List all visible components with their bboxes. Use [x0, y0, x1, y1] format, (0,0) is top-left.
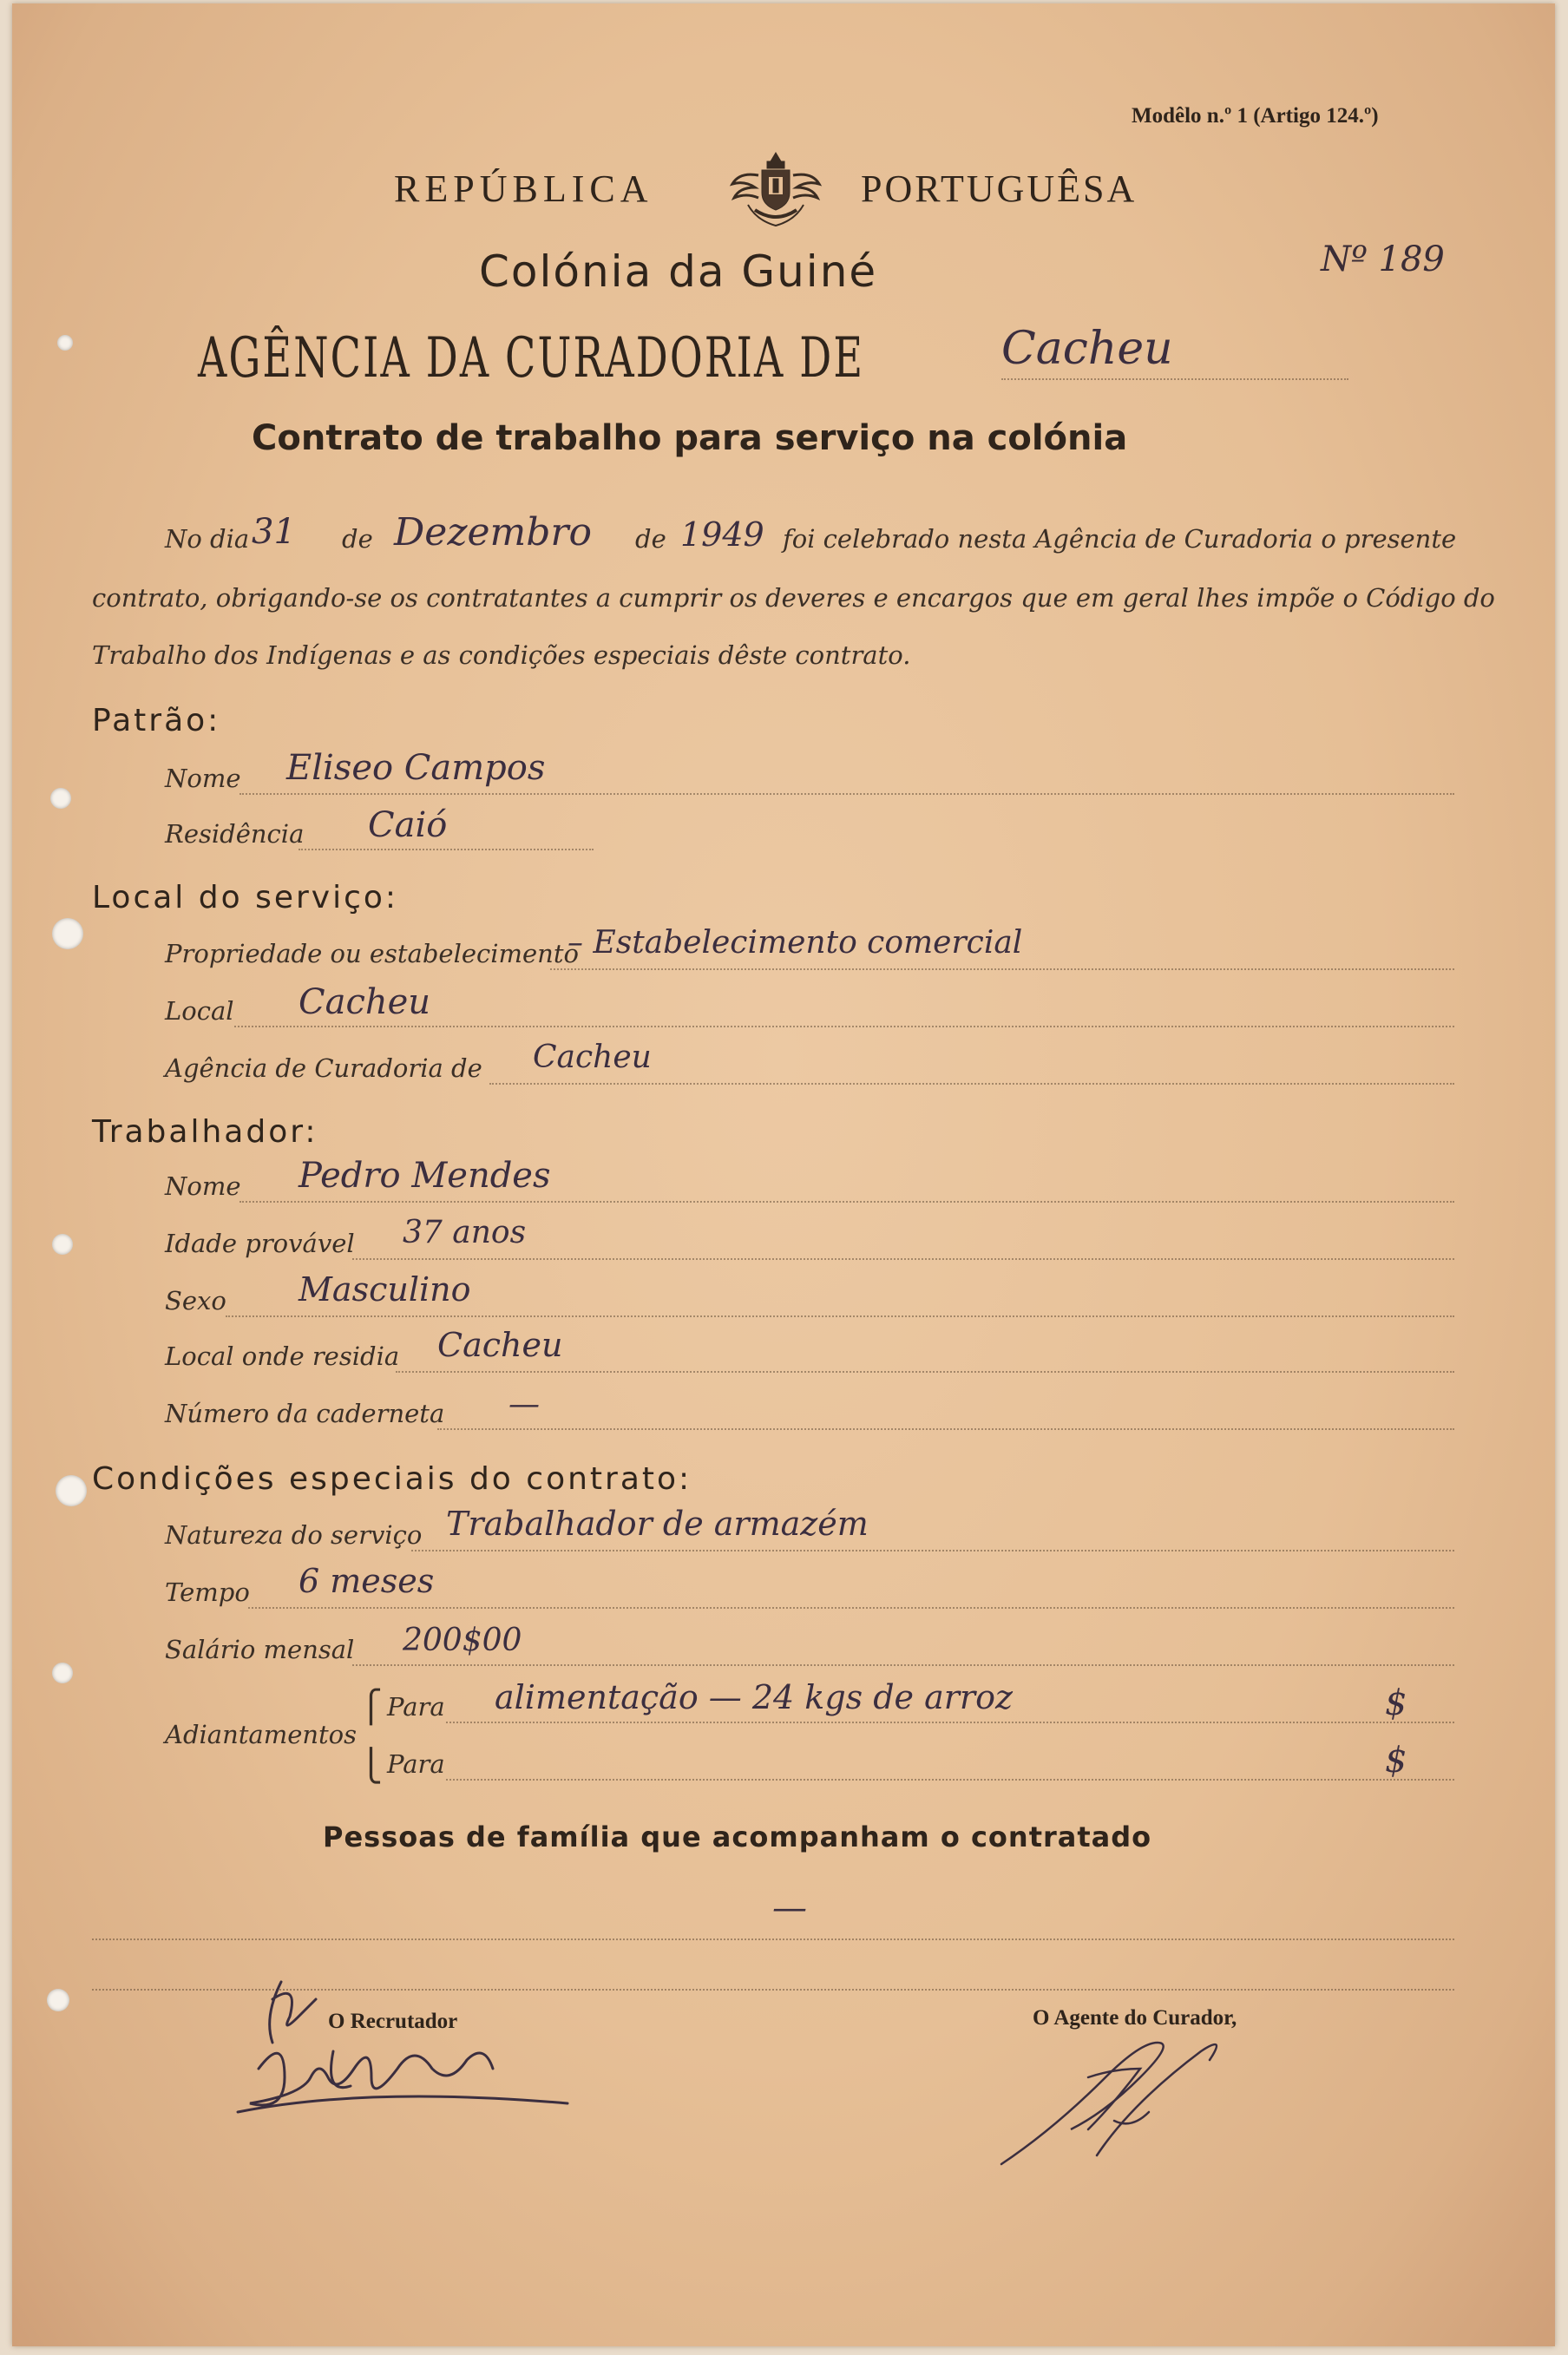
- patrao-residencia-label: Residência: [165, 819, 305, 849]
- patrao-nome-value: Eliseo Campos: [286, 748, 546, 788]
- intro-year-value: 1949: [680, 515, 764, 554]
- adiantamentos-label: Adiantamentos: [165, 1720, 358, 1749]
- patrao-heading: Patrão:: [92, 703, 221, 738]
- intro-line-1: foi celebrado nesta Agência de Curadoria o presente: [783, 524, 1457, 554]
- idade-label: Idade provável: [165, 1229, 355, 1258]
- familia-value: —: [772, 1888, 807, 1928]
- dotted-line: [411, 1550, 1454, 1551]
- intro-day-value: 31: [252, 512, 296, 552]
- dollar-sign-2: $: [1385, 1741, 1407, 1781]
- punch-hole: [50, 788, 71, 809]
- local-label: Local: [165, 996, 234, 1026]
- dotted-line: [239, 793, 1454, 795]
- agencia-curadoria-value: Cacheu: [533, 1040, 652, 1075]
- recrutador-signature: [220, 1973, 602, 2138]
- dotted-line: [396, 1371, 1454, 1373]
- punch-hole: [52, 1234, 73, 1255]
- dotted-line: [299, 849, 594, 850]
- sexo-label: Sexo: [165, 1286, 226, 1315]
- dotted-line: [1001, 378, 1348, 380]
- familia-heading: Pessoas de família que acompanham o contratado: [323, 1820, 1152, 1853]
- trabalhador-nome-label: Nome: [165, 1171, 241, 1201]
- propriedade-value: – Estabelecimento comercial: [567, 925, 1023, 961]
- propriedade-label: Propriedade ou estabelecimento: [165, 939, 579, 968]
- sexo-value: Masculino: [299, 1270, 471, 1309]
- tempo-value: 6 meses: [299, 1562, 435, 1600]
- caderneta-value: —: [508, 1387, 540, 1422]
- dotted-line: [234, 1026, 1454, 1027]
- portuguesa-text: PORTUGUÊSA: [861, 167, 1138, 210]
- condicoes-heading: Condições especiais do contrato:: [92, 1461, 692, 1497]
- agente-label: O Agente do Curador,: [1033, 2006, 1237, 2030]
- punch-hole: [56, 1475, 87, 1506]
- para-1-label: Para: [387, 1692, 445, 1722]
- punch-hole: [57, 335, 73, 351]
- agency-title-value: Cacheu: [1001, 323, 1173, 375]
- model-reference: Modêlo n.º 1 (Artigo 124.º): [1132, 104, 1379, 128]
- punch-hole: [52, 1663, 73, 1683]
- colony-title: Colónia da Guiné: [479, 246, 878, 297]
- dotted-line: [239, 1201, 1454, 1203]
- salario-label: Salário mensal: [165, 1635, 355, 1664]
- natureza-label: Natureza do serviço: [165, 1520, 423, 1550]
- para-1-value: alimentação — 24 kgs de arroz: [495, 1678, 1013, 1716]
- punch-hole: [47, 1989, 69, 2011]
- dotted-line: [489, 1083, 1454, 1085]
- brace-bottom: ⎩: [359, 1748, 383, 1783]
- salario-value: 200$00: [403, 1623, 522, 1658]
- contract-form-page: [12, 3, 1555, 2346]
- dotted-line: [437, 1428, 1454, 1430]
- punch-hole: [52, 918, 83, 949]
- local-residia-label: Local onde residia: [165, 1341, 400, 1371]
- recrutador-label: O Recrutador: [328, 2010, 458, 2033]
- brace-top: ⎧: [359, 1689, 383, 1724]
- agente-signature: [984, 2025, 1262, 2181]
- dotted-line: [226, 1315, 1454, 1317]
- intro-no-dia: No dia: [165, 524, 250, 554]
- dotted-line: [92, 1938, 1454, 1940]
- para-2-label: Para: [387, 1749, 445, 1779]
- trabalhador-heading: Trabalhador:: [92, 1114, 318, 1150]
- patrao-nome-label: Nome: [165, 764, 241, 793]
- patrao-residencia-value: Caió: [368, 805, 448, 845]
- dollar-sign-1: $: [1385, 1683, 1407, 1723]
- local-servico-heading: Local do serviço:: [92, 880, 399, 915]
- trabalhador-nome-value: Pedro Mendes: [299, 1156, 551, 1196]
- agencia-curadoria-label: Agência de Curadoria de: [165, 1053, 482, 1083]
- intro-de-2: de: [635, 524, 666, 554]
- intro-line-2: contrato, obrigando-se os contratantes a cumprir os deveres e encargos que em geral lhes impõe o Código do: [92, 583, 1495, 613]
- republica-text: REPÚBLICA: [394, 167, 653, 210]
- coat-of-arms-icon: [729, 149, 823, 229]
- intro-de-1: de: [342, 524, 373, 554]
- agency-title: AGÊNCIA DA CURADORIA DE: [198, 326, 865, 390]
- document-number: Nº 189: [1321, 239, 1445, 279]
- dotted-line: [248, 1607, 1454, 1609]
- caderneta-label: Número da caderneta: [165, 1399, 445, 1428]
- dotted-line: [352, 1664, 1454, 1666]
- contract-title: Contrato de trabalho para serviço na colónia: [252, 418, 1128, 458]
- dotted-line: [446, 1722, 1454, 1723]
- dotted-line: [550, 968, 1454, 970]
- dotted-line: [446, 1779, 1454, 1781]
- local-residia-value: Cacheu: [437, 1326, 563, 1364]
- local-value: Cacheu: [299, 982, 431, 1022]
- tempo-label: Tempo: [165, 1578, 250, 1607]
- natureza-value: Trabalhador de armazém: [446, 1505, 869, 1543]
- intro-line-3: Trabalho dos Indígenas e as condições especiais dêste contrato.: [92, 640, 911, 670]
- idade-value: 37 anos: [403, 1215, 527, 1250]
- dotted-line: [352, 1258, 1454, 1260]
- intro-month-value: Dezembro: [394, 510, 592, 554]
